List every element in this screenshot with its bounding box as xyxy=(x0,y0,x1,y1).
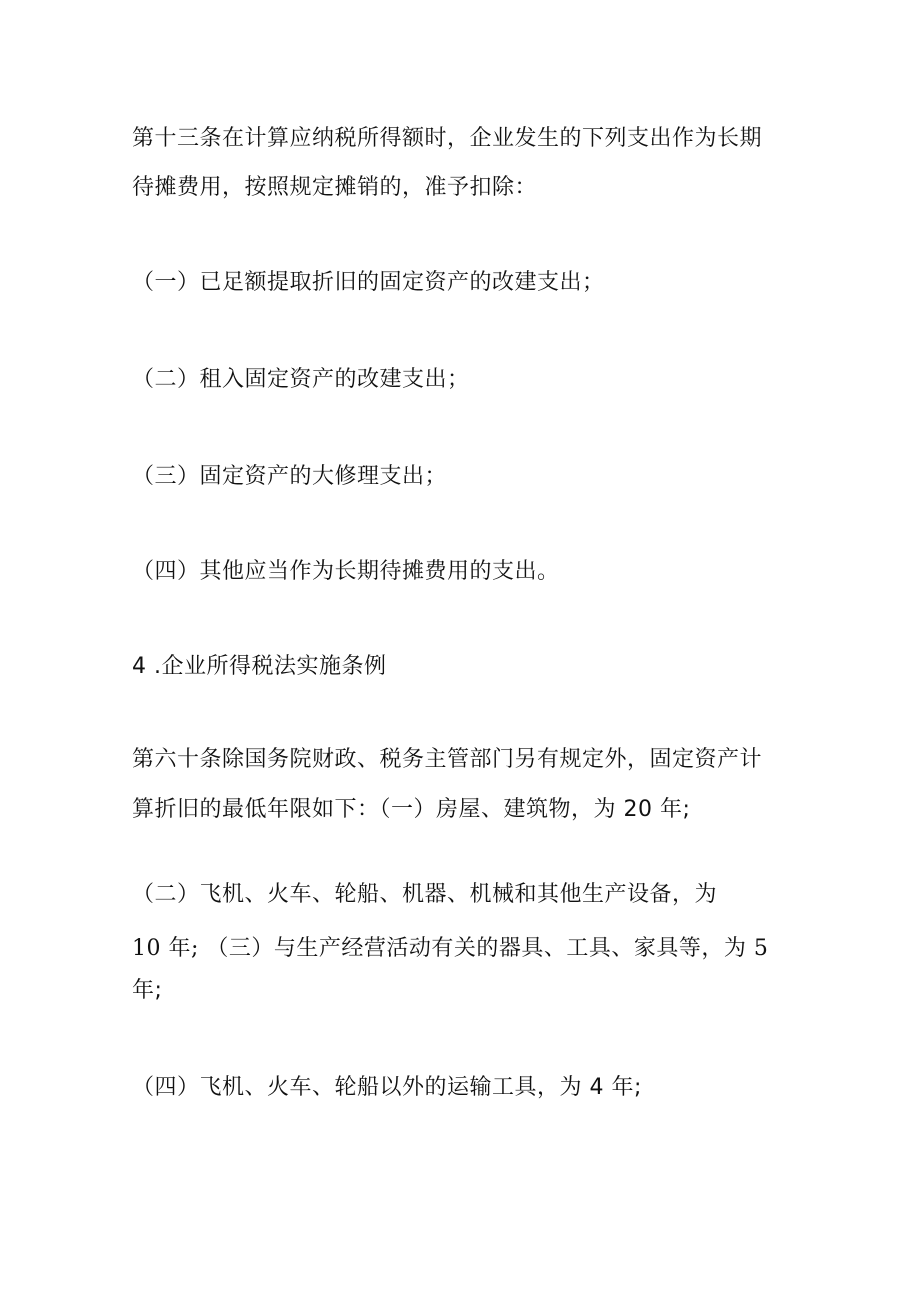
article-13-item-4: （四）其他应当作为长期待摊费用的支出。 xyxy=(132,559,560,584)
article-13-line-2: 待摊费用，按照规定摊销的，准予扣除： xyxy=(132,175,538,200)
article-60-line-2: 算折旧的最低年限如下：（一）房屋、建筑物，为 20 年; xyxy=(132,797,691,822)
article-60-line-3: （二）飞机、火车、轮船、机器、机械和其他生产设备，为 xyxy=(132,882,718,907)
article-60-line-5: 年; xyxy=(132,978,163,1003)
article-13-item-3: （三）固定资产的大修理支出； xyxy=(132,464,448,489)
section-heading: 4 .企业所得税法实施条例 xyxy=(132,654,387,679)
article-60-line-4: 10 年; （三）与生产经营活动有关的器具、工具、家具等，为 5 xyxy=(132,936,769,961)
article-13-item-2: （二）租入固定资产的改建支出； xyxy=(132,367,470,392)
article-13-line-1: 第十三条在计算应纳税所得额时，企业发生的下列支出作为长期 xyxy=(132,126,763,151)
article-60-line-6: （四）飞机、火车、轮船以外的运输工具，为 4 年; xyxy=(132,1075,642,1100)
article-13-item-1: （一）已足额提取折旧的固定资产的改建支出； xyxy=(132,270,605,295)
article-60-line-1: 第六十条除国务院财政、税务主管部门另有规定外，固定资产计 xyxy=(132,747,763,772)
